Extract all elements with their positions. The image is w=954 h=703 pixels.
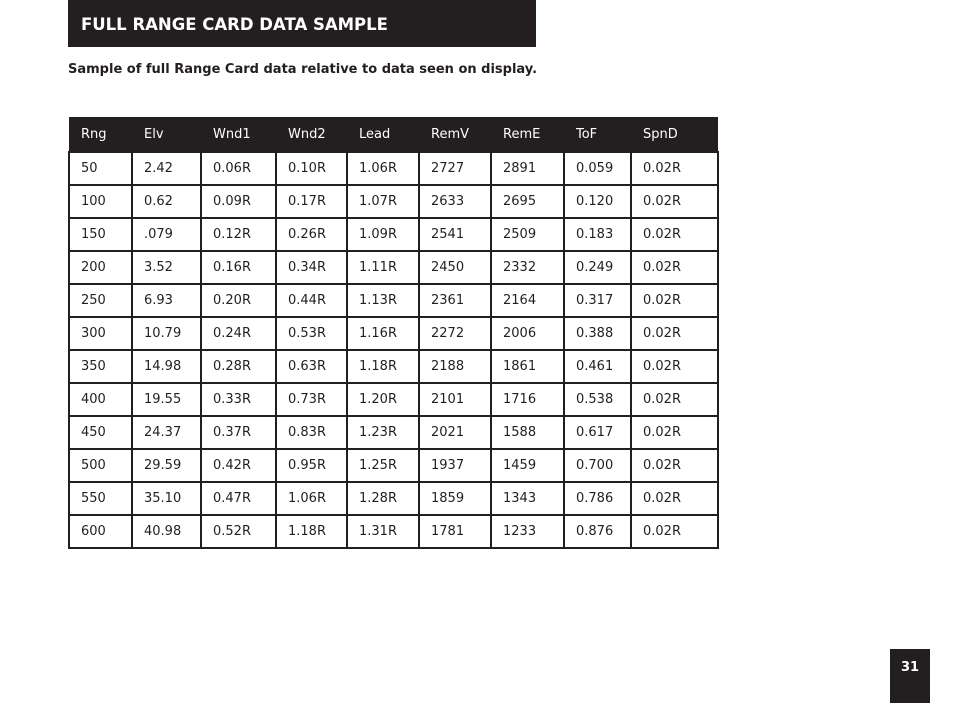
table-cell: 0.33R: [201, 383, 276, 416]
column-header-lead: Lead: [347, 117, 419, 152]
table-cell: 1861: [491, 350, 564, 383]
table-cell: 1.13R: [347, 284, 419, 317]
table-cell: 0.44R: [276, 284, 347, 317]
table-cell: 3.52: [132, 251, 201, 284]
table-cell: 0.538: [564, 383, 631, 416]
table-cell: 300: [69, 317, 132, 350]
table-cell: 0.02R: [631, 152, 718, 185]
column-header-elv: Elv: [132, 117, 201, 152]
table-cell: 2101: [419, 383, 491, 416]
table-cell: 0.95R: [276, 449, 347, 482]
table-cell: 0.16R: [201, 251, 276, 284]
table-cell: 0.37R: [201, 416, 276, 449]
table-cell: 1.09R: [347, 218, 419, 251]
table-row: [69, 350, 718, 383]
table-cell: 100: [69, 185, 132, 218]
table-cell: 29.59: [132, 449, 201, 482]
table-cell: 0.06R: [201, 152, 276, 185]
table-cell: 2450: [419, 251, 491, 284]
table-row: [69, 284, 718, 317]
table-cell: 6.93: [132, 284, 201, 317]
table-cell: 0.83R: [276, 416, 347, 449]
table-cell: 0.02R: [631, 482, 718, 515]
table-row: [69, 218, 718, 251]
table-cell: 500: [69, 449, 132, 482]
table-cell: 200: [69, 251, 132, 284]
table-cell: 1.18R: [347, 350, 419, 383]
table-cell: 1716: [491, 383, 564, 416]
table-cell: 250: [69, 284, 132, 317]
table-cell: 0.20R: [201, 284, 276, 317]
table-cell: 2.42: [132, 152, 201, 185]
table-row: [69, 185, 718, 218]
table-row: [69, 482, 718, 515]
table-row: [69, 152, 718, 185]
table-cell: 0.62: [132, 185, 201, 218]
table-cell: 0.12R: [201, 218, 276, 251]
table-cell: 0.24R: [201, 317, 276, 350]
table-row: [69, 251, 718, 284]
table-cell: 0.73R: [276, 383, 347, 416]
column-header-tof: ToF: [564, 117, 631, 152]
table-cell: 0.02R: [631, 218, 718, 251]
table-cell: 1.06R: [347, 152, 419, 185]
table-cell: 0.786: [564, 482, 631, 515]
table-cell: 0.02R: [631, 383, 718, 416]
table-cell: 1.20R: [347, 383, 419, 416]
table-cell: 0.120: [564, 185, 631, 218]
page-number: 31: [900, 660, 920, 675]
table-cell: 450: [69, 416, 132, 449]
table-cell: 1.11R: [347, 251, 419, 284]
table-row: [69, 515, 718, 548]
table-cell: 1859: [419, 482, 491, 515]
table-cell: 14.98: [132, 350, 201, 383]
table-cell: 1459: [491, 449, 564, 482]
section-subtitle: Sample of full Range Card data relative to data seen on display.: [68, 62, 538, 77]
range-card-table: [68, 117, 719, 549]
table-cell: 2188: [419, 350, 491, 383]
table-cell: 0.617: [564, 416, 631, 449]
table-cell: 1.28R: [347, 482, 419, 515]
table-cell: 2272: [419, 317, 491, 350]
table-cell: 600: [69, 515, 132, 548]
table-cell: 0.17R: [276, 185, 347, 218]
table-cell: 2509: [491, 218, 564, 251]
table-cell: 150: [69, 218, 132, 251]
table-cell: 0.02R: [631, 515, 718, 548]
table-cell: 2633: [419, 185, 491, 218]
column-header-wnd1: Wnd1: [201, 117, 276, 152]
table-cell: 0.317: [564, 284, 631, 317]
table-cell: 1.06R: [276, 482, 347, 515]
table-cell: 0.47R: [201, 482, 276, 515]
table-cell: 1.23R: [347, 416, 419, 449]
table-cell: 35.10: [132, 482, 201, 515]
table-cell: 0.700: [564, 449, 631, 482]
table-cell: 0.10R: [276, 152, 347, 185]
table-cell: 0.461: [564, 350, 631, 383]
table-cell: 2332: [491, 251, 564, 284]
table-cell: 0.388: [564, 317, 631, 350]
table-cell: 1781: [419, 515, 491, 548]
table-cell: 24.37: [132, 416, 201, 449]
table-cell: 1.25R: [347, 449, 419, 482]
table-cell: 350: [69, 350, 132, 383]
table-cell: 0.183: [564, 218, 631, 251]
table-cell: 0.02R: [631, 416, 718, 449]
table-cell: 0.52R: [201, 515, 276, 548]
table-cell: 0.02R: [631, 449, 718, 482]
table-cell: 0.42R: [201, 449, 276, 482]
column-header-wnd2: Wnd2: [276, 117, 347, 152]
column-header-spnd: SpnD: [631, 117, 718, 152]
table-cell: 0.059: [564, 152, 631, 185]
table-cell: 2541: [419, 218, 491, 251]
table-row: [69, 449, 718, 482]
table-cell: 50: [69, 152, 132, 185]
column-header-rng: Rng: [69, 117, 132, 152]
table-cell: 0.876: [564, 515, 631, 548]
table-cell: 550: [69, 482, 132, 515]
table-cell: 0.34R: [276, 251, 347, 284]
table-cell: 0.02R: [631, 185, 718, 218]
table-header-row: [69, 117, 718, 152]
column-header-reme: RemE: [491, 117, 564, 152]
table-cell: 0.02R: [631, 284, 718, 317]
column-header-remv: RemV: [419, 117, 491, 152]
table-row: [69, 416, 718, 449]
table-cell: 2695: [491, 185, 564, 218]
table-cell: 0.26R: [276, 218, 347, 251]
table-cell: 2006: [491, 317, 564, 350]
table-cell: 2891: [491, 152, 564, 185]
table-cell: 1343: [491, 482, 564, 515]
table-row: [69, 317, 718, 350]
section-title: FULL RANGE CARD DATA SAMPLE: [81, 15, 388, 34]
table-cell: 1588: [491, 416, 564, 449]
table-row: [69, 383, 718, 416]
table-cell: 400: [69, 383, 132, 416]
table-cell: 1.16R: [347, 317, 419, 350]
table-cell: 0.02R: [631, 251, 718, 284]
section-header: [68, 0, 536, 47]
table-cell: 0.53R: [276, 317, 347, 350]
table-cell: 1937: [419, 449, 491, 482]
table-cell: 19.55: [132, 383, 201, 416]
table-cell: 0.249: [564, 251, 631, 284]
table-cell: 0.63R: [276, 350, 347, 383]
table-cell: 10.79: [132, 317, 201, 350]
table-cell: 0.02R: [631, 350, 718, 383]
table-cell: 2021: [419, 416, 491, 449]
table-cell: 0.02R: [631, 317, 718, 350]
table-cell: 2164: [491, 284, 564, 317]
table-cell: .079: [132, 218, 201, 251]
table-cell: 1.18R: [276, 515, 347, 548]
table-cell: 1.07R: [347, 185, 419, 218]
table-cell: 2727: [419, 152, 491, 185]
page-number-badge: [890, 649, 930, 703]
table-body: [69, 152, 718, 548]
table-cell: 0.09R: [201, 185, 276, 218]
table-cell: 2361: [419, 284, 491, 317]
table-cell: 1233: [491, 515, 564, 548]
table-cell: 40.98: [132, 515, 201, 548]
table-cell: 1.31R: [347, 515, 419, 548]
table-cell: 0.28R: [201, 350, 276, 383]
